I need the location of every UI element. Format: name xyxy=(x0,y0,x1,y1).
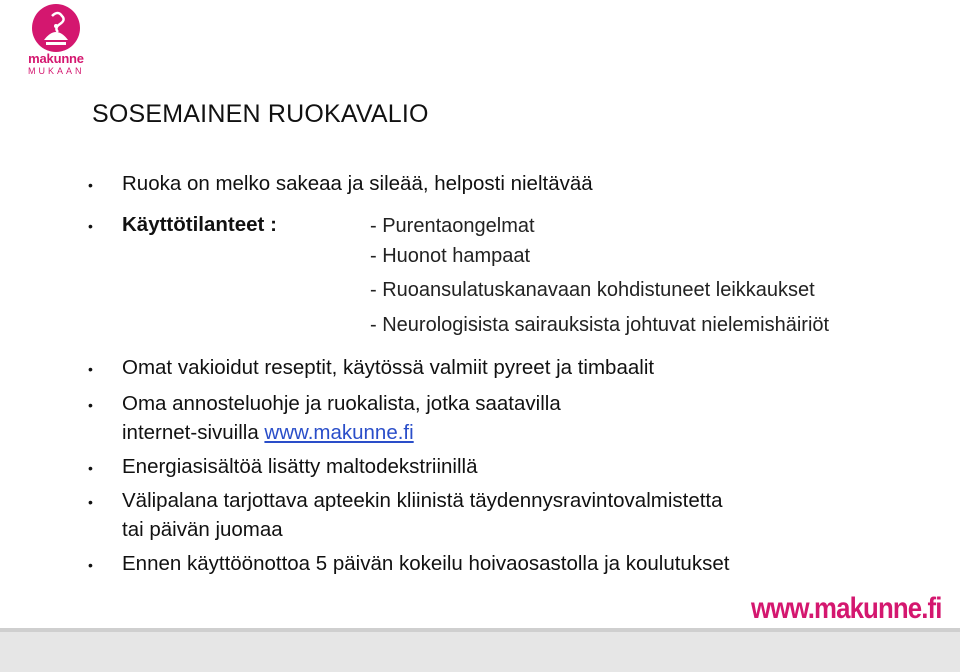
sub-list-item: - Neurologisista sairauksista johtuvat nielemishäiriöt xyxy=(370,314,830,336)
list-item-continuation xyxy=(122,421,414,445)
bullet-icon: • xyxy=(88,218,93,234)
logo-chef-icon xyxy=(32,4,80,52)
list-item: Ruoka on melko sakeaa ja sileää, helposti nieltävää xyxy=(122,172,593,195)
list-item: Energiasisältöä lisätty maltodekstriinillä xyxy=(122,455,478,478)
bullet-icon: • xyxy=(88,557,93,573)
logo-subtitle: MUKAAN xyxy=(28,66,85,76)
footer-website-logo: www.makunne.fi xyxy=(751,592,942,625)
sub-list-item: - Purentaongelmat xyxy=(370,215,535,237)
bullet-icon: • xyxy=(88,460,93,476)
list-item-continuation: tai päivän juomaa xyxy=(122,518,283,541)
bullet-icon: • xyxy=(88,361,93,377)
logo-name: makunne xyxy=(28,51,84,66)
bullet-icon: • xyxy=(88,494,93,510)
bullet-icon: • xyxy=(88,397,93,413)
footer-bar xyxy=(0,632,960,672)
sub-list-item: - Ruoansulatuskanavaan kohdistuneet leikkaukset xyxy=(370,279,815,301)
list-item: Oma annosteluohje ja ruokalista, jotka saatavilla xyxy=(122,392,561,415)
makunne-logo xyxy=(28,4,84,82)
list-item: Omat vakioidut reseptit, käytössä valmiit pyreet ja timbaalit xyxy=(122,356,655,379)
list-item-text: internet-sivuilla xyxy=(122,421,265,444)
bullet-icon: • xyxy=(88,177,93,193)
list-item: Välipalana tarjottava apteekin kliinistä täydennysravintovalmistetta xyxy=(122,489,723,512)
page-title: SOSEMAINEN RUOKAVALIO xyxy=(92,100,429,128)
list-item: Ennen käyttöönottoa 5 päivän kokeilu hoivaosastolla ja koulutukset xyxy=(122,552,730,575)
sub-list-item: - Huonot hampaat xyxy=(370,245,531,267)
makunne-link[interactable]: www.makunne.fi xyxy=(264,421,414,444)
list-item-heading: Käyttötilanteet : xyxy=(122,213,277,236)
